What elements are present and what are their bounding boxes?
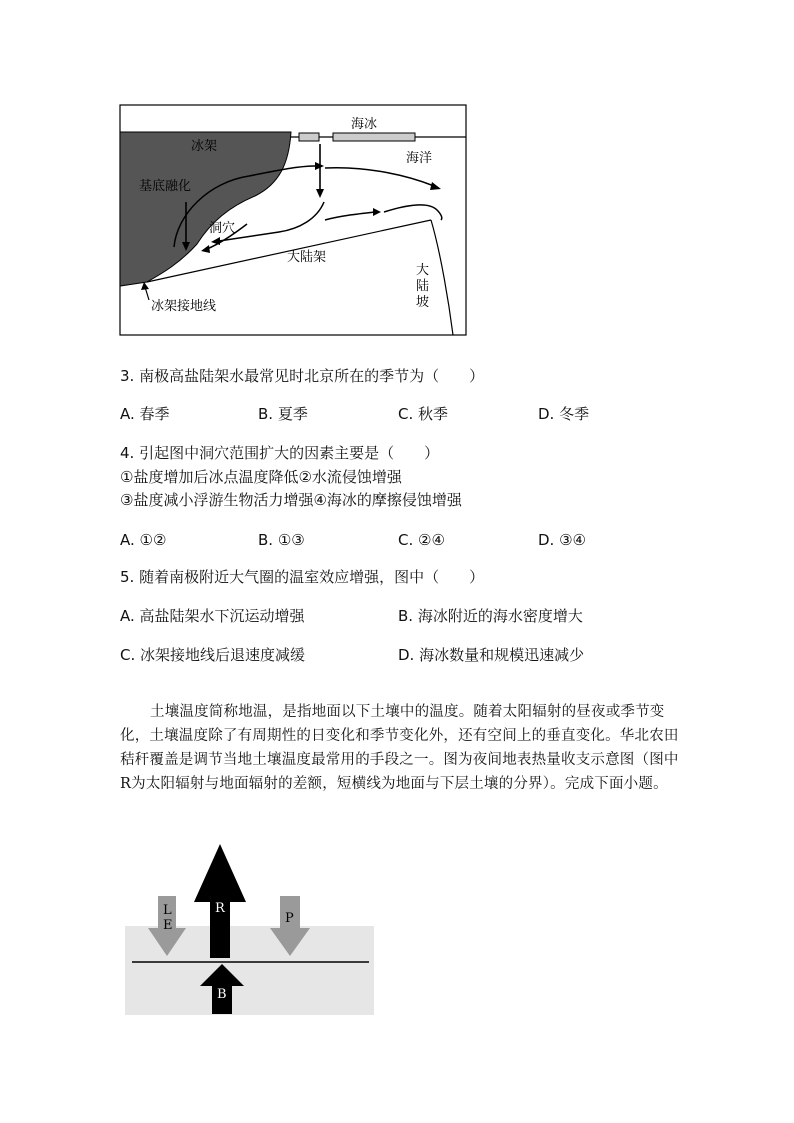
label-ocean: 海洋: [406, 151, 433, 166]
q4-option-c[interactable]: C. ②④: [398, 531, 445, 549]
q4-option-b[interactable]: B. ①③: [258, 531, 305, 549]
label-grounding-line: 冰架接地线: [151, 299, 217, 314]
label-basal-melting: 基底融化: [139, 179, 192, 194]
question-4-item-2: ③盐度减小浮游生物活力增强④海冰的摩擦侵蚀增强: [120, 491, 462, 509]
sea-ice-block-large: [333, 133, 415, 141]
label-le-l: L: [163, 903, 172, 918]
q5-option-a[interactable]: A. 高盐陆架水下沉运动增强: [120, 607, 305, 625]
q3-option-a[interactable]: A. 春季: [120, 405, 170, 423]
label-continental-slope-3: 坡: [416, 295, 430, 310]
label-cavity: 洞穴: [209, 221, 236, 236]
question-3-stem: 3. 南极高盐陆架水最常见时北京所在的季节为（ ）: [120, 367, 485, 385]
label-r: R: [215, 901, 225, 916]
q4-option-a[interactable]: A. ①②: [120, 531, 167, 549]
question-5-stem: 5. 随着南极附近大气圈的温室效应增强，图中（ ）: [120, 568, 485, 586]
q3-option-b[interactable]: B. 夏季: [258, 405, 308, 423]
label-continental-shelf: 大陆架: [287, 250, 327, 265]
q3-option-c[interactable]: C. 秋季: [398, 405, 449, 423]
label-le-e: E: [163, 918, 173, 933]
q4-option-d[interactable]: D. ③④: [538, 531, 586, 549]
label-continental-slope-1: 大: [416, 263, 430, 278]
label-b: B: [217, 987, 227, 1002]
ice-shelf-diagram: [119, 104, 467, 336]
label-p: P: [285, 911, 294, 926]
question-4-stem: 4. 引起图中洞穴范围扩大的因素主要是（ ）: [120, 444, 440, 462]
label-sea-ice: 海冰: [351, 117, 378, 132]
q5-option-c[interactable]: C. 冰架接地线后退速度减缓: [120, 646, 306, 664]
label-continental-slope-2: 陆: [416, 279, 430, 294]
q5-option-b[interactable]: B. 海冰附近的海水密度增大: [398, 607, 583, 625]
q3-option-d[interactable]: D. 冬季: [538, 405, 590, 423]
sea-ice-block-small: [299, 133, 319, 141]
label-ice-shelf: 冰架: [191, 139, 218, 154]
soil-temperature-paragraph: 土壤温度简称地温，是指地面以下土壤中的温度。随着太阳辐射的昼夜或季节变化，土壤温度除了有周期性的日变化和季节变化外，还有空间上的垂直变化。华北农田秸秆覆盖是调节当地土壤温度最常用的手段之一。图为夜间地表热量收支示意图（图中R为太阳辐射与地面辐射的差额，短横线为地面与下层土壤的分界）。完成下面小题。: [120, 704, 679, 792]
q5-option-d[interactable]: D. 海冰数量和规模迅速减少: [398, 646, 585, 664]
question-4-item-1: ①盐度增加后冰点温度降低②水流侵蚀增强: [120, 468, 402, 486]
heat-budget-diagram: [124, 840, 376, 1018]
